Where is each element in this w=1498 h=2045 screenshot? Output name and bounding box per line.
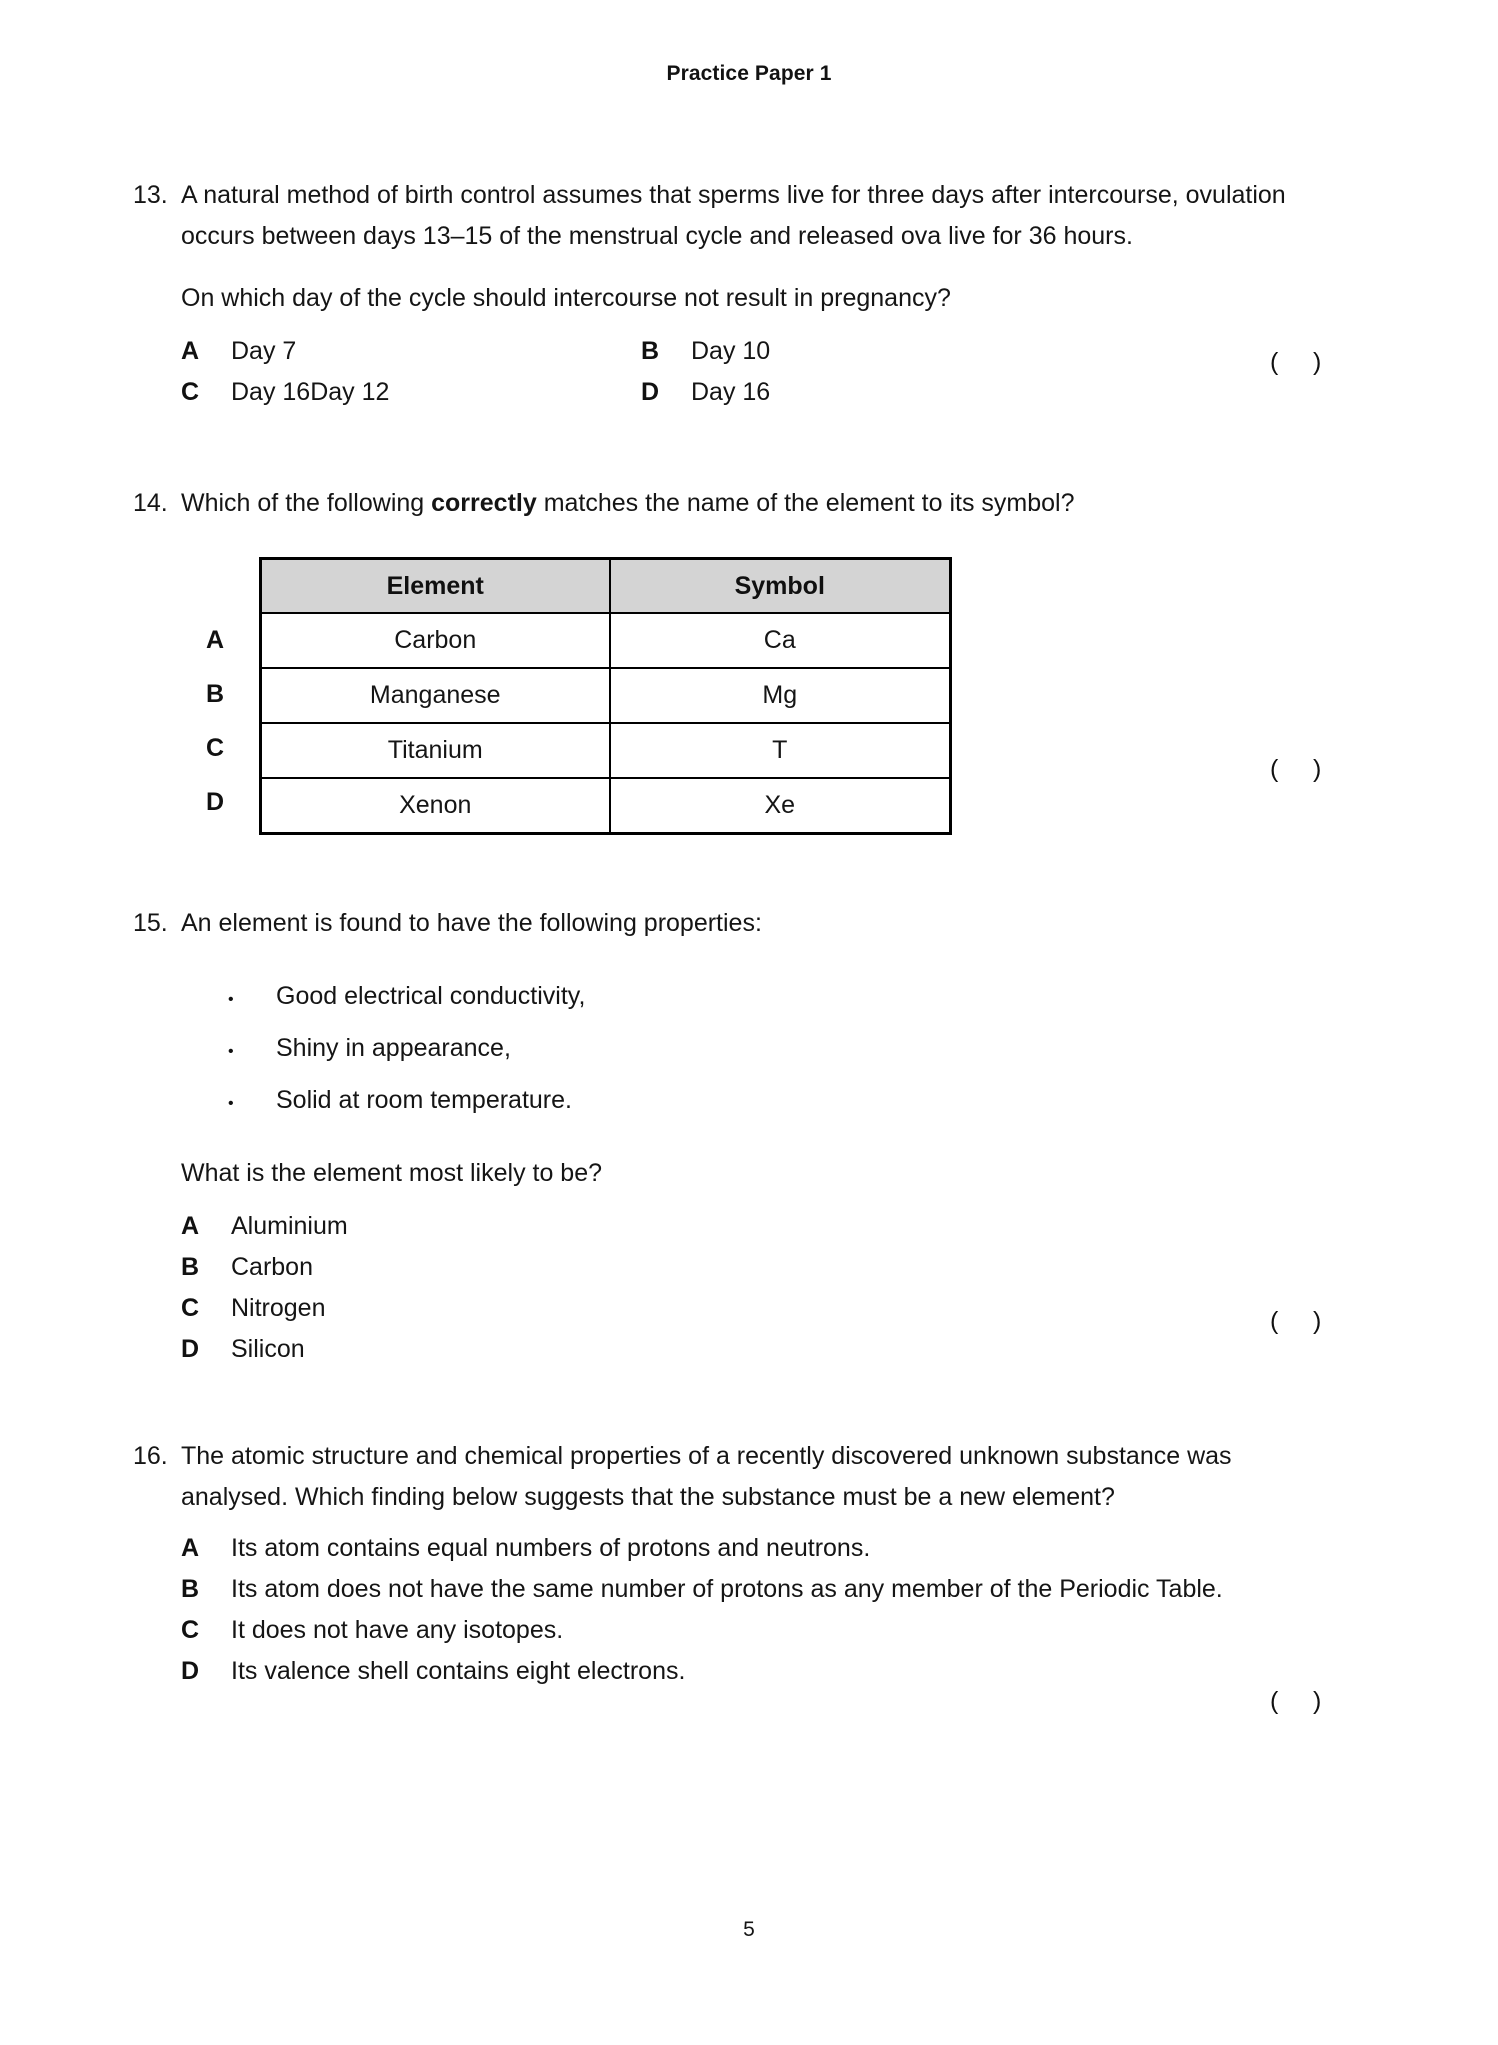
question-13-option-c[interactable]: [181, 372, 641, 413]
question-14-stem-row: [133, 483, 1348, 835]
question-16-answer-bracket[interactable]: ( ): [1270, 1687, 1322, 1715]
bullet-icon: •: [228, 1095, 234, 1112]
question-14-answer-bracket[interactable]: ( ): [1270, 755, 1322, 783]
option-letter: A: [181, 1534, 200, 1562]
question-13-option-d[interactable]: [641, 372, 1101, 413]
element-symbol-table: [259, 557, 952, 835]
bullet-icon: •: [228, 1043, 234, 1060]
question-16-option-b[interactable]: [181, 1569, 1348, 1610]
question-16-body: [181, 1436, 1348, 1692]
option-letter: D: [181, 1657, 200, 1685]
question-13-options: [181, 331, 1348, 413]
question-15: [133, 903, 1348, 1370]
question-16-stem-row: [133, 1436, 1348, 1692]
option-text: Its atom does not have the same number of protons as any member of the Periodic Table.: [231, 1575, 1223, 1603]
option-text: Carbon: [231, 1253, 313, 1281]
question-14-stem-prefix: Which of the following: [181, 489, 432, 517]
question-15-option-a[interactable]: [181, 1206, 1348, 1247]
question-16-stem: The atomic structure and chemical properties of a recently discovered unknown substance was analysed. Which finding below suggests that the substance must be a new element?: [181, 1442, 1232, 1511]
question-13-number: 13.: [133, 181, 168, 209]
question-16-number: 16.: [133, 1442, 168, 1470]
question-13-option-row-2: [181, 372, 1348, 413]
question-14-option-label-a[interactable]: A: [205, 626, 225, 654]
question-13-option-a[interactable]: [181, 331, 641, 372]
question-15-options: [181, 1206, 1348, 1370]
option-text: Its valence shell contains eight electrons.: [231, 1657, 686, 1685]
option-letter: C: [181, 1616, 200, 1644]
table-cell-element: Manganese: [261, 668, 610, 723]
list-item-text: Shiny in appearance,: [276, 1034, 511, 1062]
question-14-body: [181, 483, 1348, 835]
table-cell-symbol: T: [610, 723, 951, 778]
question-14-option-label-b[interactable]: B: [205, 680, 225, 708]
page-number: 5: [743, 1918, 755, 1941]
table-row[interactable]: [261, 723, 951, 778]
question-13-stem-row: [133, 175, 1348, 413]
question-15-option-c[interactable]: [181, 1288, 1348, 1329]
question-14: [133, 483, 1348, 835]
question-15-option-d[interactable]: [181, 1329, 1348, 1370]
option-text: It does not have any isotopes.: [231, 1616, 564, 1644]
table-cell-element: Carbon: [261, 613, 610, 668]
question-15-option-b[interactable]: [181, 1247, 1348, 1288]
question-15-body: [181, 903, 1348, 1370]
table-cell-element: Xenon: [261, 778, 610, 834]
question-13-option-row-1: [181, 331, 1348, 372]
option-text: Its atom contains equal numbers of protons and neutrons.: [231, 1534, 871, 1562]
question-13-body: [181, 175, 1348, 413]
question-16-option-c[interactable]: [181, 1610, 1348, 1651]
option-letter: B: [641, 337, 660, 365]
option-letter: C: [181, 378, 200, 406]
list-item: [224, 972, 1348, 1024]
option-letter: B: [181, 1575, 200, 1603]
option-text: Day 10: [691, 337, 771, 365]
question-13: [133, 175, 1348, 413]
question-15-sub-question: What is the element most likely to be?: [181, 1159, 603, 1187]
table-cell-symbol: Mg: [610, 668, 951, 723]
table-row[interactable]: [261, 778, 951, 834]
question-16: [133, 1436, 1348, 1715]
list-item-text: Solid at room temperature.: [276, 1086, 572, 1114]
question-14-stem: [181, 483, 1329, 524]
question-15-stem-row: [133, 903, 1348, 1370]
option-text: Aluminium: [231, 1212, 348, 1240]
question-14-option-label-c[interactable]: C: [205, 734, 225, 762]
option-letter: D: [641, 378, 660, 406]
option-text: Day 16: [231, 378, 311, 406]
question-15-answer-bracket[interactable]: ( ): [1270, 1307, 1322, 1335]
question-14-number: 14.: [133, 489, 168, 517]
question-14-stem-emphasis: correctly: [431, 489, 537, 517]
question-13-answer-bracket[interactable]: ( ): [1270, 348, 1322, 376]
question-13-option-b[interactable]: [641, 331, 1101, 372]
option-letter: D: [181, 1335, 200, 1363]
question-15-stem: An element is found to have the following properties:: [181, 909, 762, 937]
bullet-icon: •: [228, 991, 234, 1008]
table-header-element: Element: [261, 559, 610, 614]
question-13-sub-question: On which day of the cycle should intercourse not result in pregnancy?: [181, 284, 951, 312]
option-text: Day 12: [310, 378, 390, 406]
question-14-option-label-d[interactable]: D: [205, 788, 225, 816]
table-row[interactable]: [261, 613, 951, 668]
list-item: [224, 1076, 1348, 1128]
page-running-head: Practice Paper 1: [666, 62, 832, 85]
question-14-table-wrap: [205, 557, 949, 835]
question-14-stem-suffix: matches the name of the element to its symbol?: [536, 489, 1075, 517]
option-letter: A: [181, 1212, 200, 1240]
question-13-stem: A natural method of birth control assumes that sperms live for three days after intercourse, ovulation occurs between days 13–15 of the menstrual cycle and released ova live for 36 hours.: [181, 181, 1286, 250]
table-header-row: [261, 559, 951, 614]
table-cell-symbol: Ca: [610, 613, 951, 668]
option-text: Silicon: [231, 1335, 305, 1363]
option-text: Nitrogen: [231, 1294, 326, 1322]
list-item-text: Good electrical conductivity,: [276, 982, 586, 1010]
option-letter: B: [181, 1253, 200, 1281]
question-15-property-list: [224, 972, 1348, 1128]
list-item: [224, 1024, 1348, 1076]
question-column: [133, 175, 1348, 1715]
option-letter: C: [181, 1294, 200, 1322]
table-row[interactable]: [261, 668, 951, 723]
question-16-options: [181, 1528, 1348, 1692]
table-cell-element: Titanium: [261, 723, 610, 778]
table-cell-symbol: Xe: [610, 778, 951, 834]
option-text: Day 16: [691, 378, 771, 406]
question-16-option-d[interactable]: [181, 1651, 1348, 1692]
option-text: Day 7: [231, 337, 297, 365]
option-letter: A: [181, 337, 200, 365]
table-header-symbol: Symbol: [610, 559, 951, 614]
question-15-number: 15.: [133, 909, 168, 937]
question-16-option-a[interactable]: [181, 1528, 1348, 1569]
